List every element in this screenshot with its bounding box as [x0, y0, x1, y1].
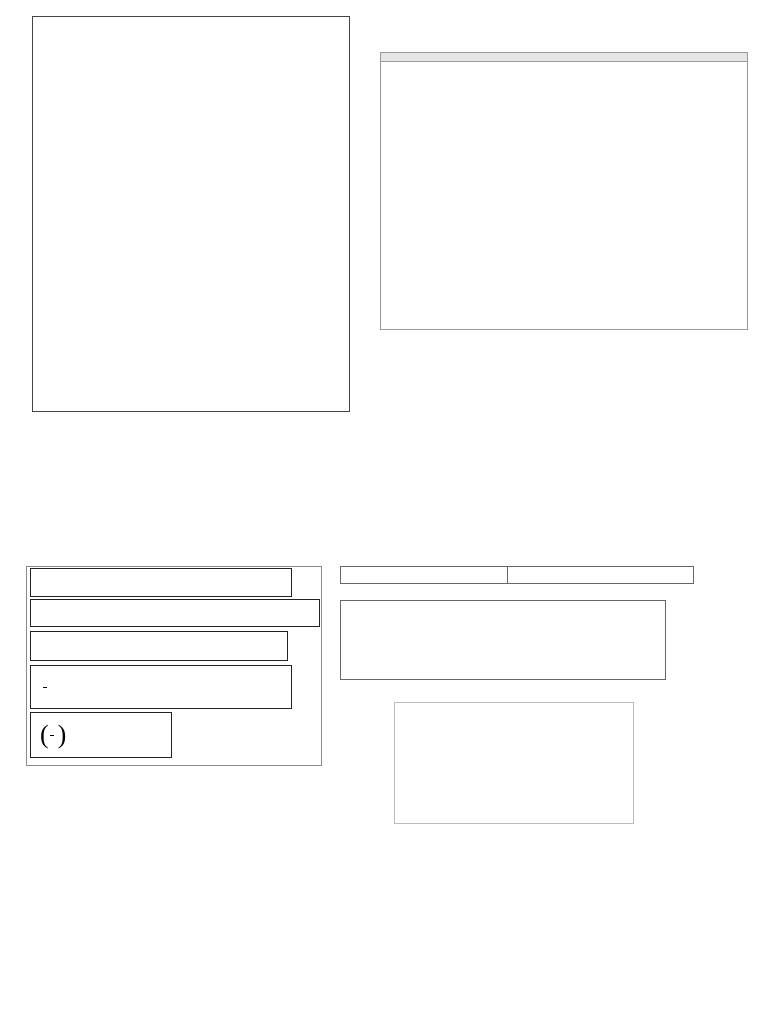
eq5-fraction	[50, 735, 54, 736]
equation-eg: ( )	[30, 712, 172, 758]
eq5-numerator	[50, 735, 54, 736]
eq4-fraction	[43, 687, 47, 688]
withdrawal-definition	[340, 566, 694, 584]
chart-plot	[33, 17, 351, 413]
sheet-column-header	[381, 53, 748, 62]
water-properties-sheet	[380, 52, 748, 330]
equation-eo	[30, 631, 288, 661]
eq4-numerator	[43, 687, 47, 688]
compressibility-chart	[32, 16, 350, 412]
equation-f-withdrawal	[30, 568, 292, 597]
equation-f-balance	[30, 599, 320, 627]
equation-efw	[30, 665, 292, 709]
ooip-equation	[394, 702, 634, 824]
term-definitions	[340, 600, 666, 680]
